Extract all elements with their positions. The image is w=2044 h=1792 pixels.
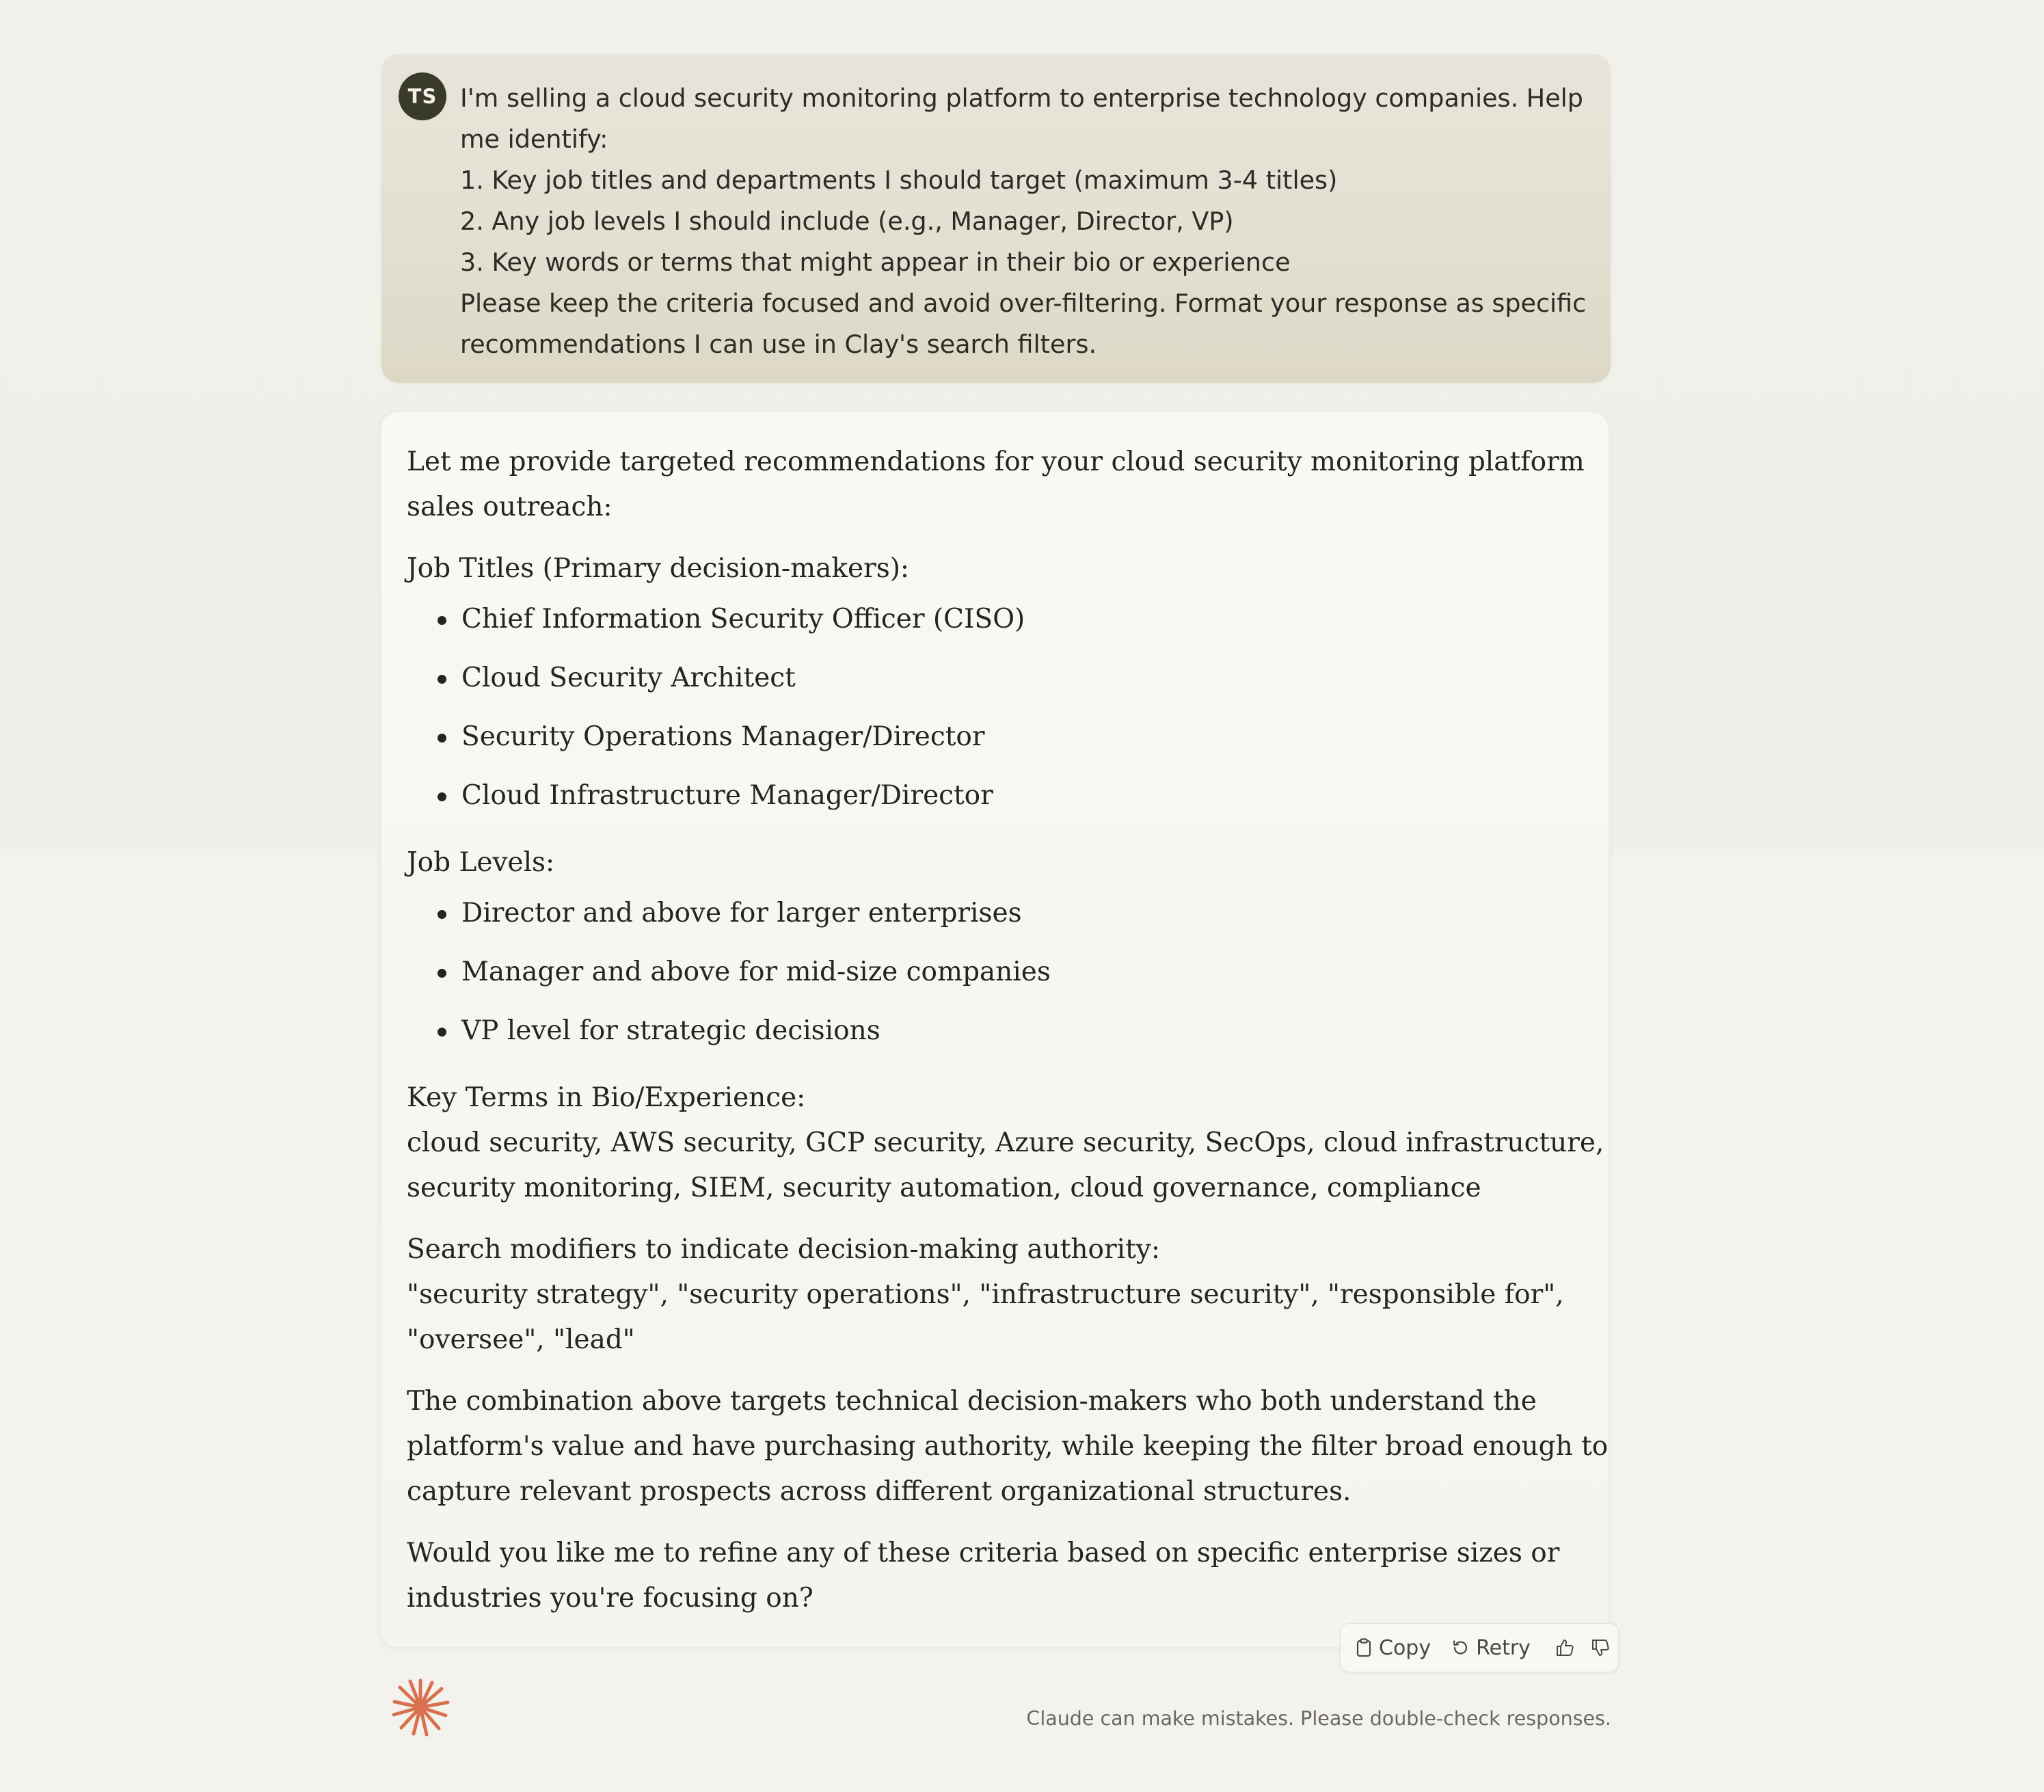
- list-item-text: Cloud Security Architect: [461, 663, 796, 693]
- paragraph-line: security monitoring, SIEM, security automation, cloud governance, compliance: [407, 1173, 1481, 1203]
- paragraph-line: The combination above targets technical decision-makers who both understand the: [407, 1386, 1537, 1417]
- thumbs-up-icon: [1555, 1638, 1574, 1657]
- copy-label: Copy: [1379, 1635, 1431, 1660]
- bullet-icon: [438, 792, 446, 801]
- list-item-text: Cloud Infrastructure Manager/Director: [461, 780, 993, 811]
- list-item-text: VP level for strategic decisions: [461, 1015, 880, 1046]
- assistant-message-body: [407, 440, 1609, 1621]
- list-item: [407, 597, 1583, 656]
- user-avatar[interactable]: TS: [399, 72, 446, 120]
- retry-label: Retry: [1476, 1635, 1531, 1660]
- list-item-text: Manager and above for mid-size companies: [461, 957, 1051, 987]
- intro-paragraph: [407, 440, 1583, 530]
- clipboard-icon: [1356, 1638, 1372, 1657]
- user-message-line: 1. Key job titles and departments I should target (maximum 3-4 titles): [460, 165, 1338, 195]
- user-message-line: Please keep the criteria focused and avoid over-filtering. Format your response as specific: [460, 289, 1587, 318]
- message-action-bar: [1340, 1623, 1619, 1672]
- user-message-line: I'm selling a cloud security monitoring platform to enterprise technology companies. Help: [460, 83, 1583, 113]
- assistant-message: [380, 412, 1609, 1648]
- copy-button[interactable]: [1356, 1636, 1431, 1660]
- job-titles-list: [407, 597, 1583, 832]
- modifiers-heading: Search modifiers to indicate decision-making authority:: [407, 1234, 1160, 1265]
- bullet-icon: [438, 1028, 446, 1037]
- user-message-line: me identify:: [460, 124, 608, 154]
- combination-paragraph: [407, 1379, 1609, 1514]
- job-levels-list: [407, 891, 1583, 1067]
- user-message-line: recommendations I can use in Clay's search filters.: [460, 330, 1097, 359]
- bullet-icon: [438, 616, 446, 625]
- paragraph-line: platform's value and have purchasing authority, while keeping the filter broad enough to: [407, 1431, 1609, 1462]
- paragraph-line: industries you're focusing on?: [407, 1583, 813, 1614]
- paragraph-line: capture relevant prospects across different organizational structures.: [407, 1476, 1352, 1507]
- list-item: [407, 950, 1583, 1008]
- key-terms-section: [407, 1075, 1604, 1211]
- user-message-line: 2. Any job levels I should include (e.g., Manager, Director, VP): [460, 206, 1234, 236]
- retry-button[interactable]: [1451, 1636, 1531, 1660]
- list-item: [407, 773, 1583, 832]
- claude-starburst-icon: [391, 1678, 450, 1737]
- job-levels-heading: Job Levels:: [407, 847, 555, 878]
- paragraph-line: "oversee", "lead": [407, 1324, 635, 1355]
- paragraph-line: Would you like me to refine any of these criteria based on specific enterprise sizes or: [407, 1538, 1560, 1568]
- key-terms-heading: Key Terms in Bio/Experience:: [407, 1082, 806, 1113]
- thumbs-down-icon: [1591, 1638, 1610, 1657]
- list-item-text: Security Operations Manager/Director: [461, 721, 985, 752]
- paragraph-line: "security strategy", "security operations", "infrastructure security", "responsible for",: [407, 1279, 1564, 1310]
- bullet-icon: [438, 734, 446, 743]
- modifiers-section: [407, 1227, 1583, 1363]
- bullet-icon: [438, 910, 446, 919]
- followup-paragraph: [407, 1531, 1583, 1621]
- paragraph-line: cloud security, AWS security, GCP security, Azure security, SecOps, cloud infrastructure,: [407, 1127, 1604, 1158]
- list-item: [407, 656, 1583, 714]
- retry-icon: [1451, 1639, 1469, 1657]
- user-message-line: 3. Key words or terms that might appear in their bio or experience: [460, 248, 1291, 277]
- list-item-text: Director and above for larger enterprises: [461, 898, 1022, 928]
- bullet-icon: [438, 675, 446, 684]
- paragraph-line: sales outreach:: [407, 492, 613, 522]
- user-message-text: [460, 78, 1588, 365]
- disclaimer-text: Claude can make mistakes. Please double-check responses.: [1026, 1707, 1611, 1730]
- thumbs-up-button[interactable]: [1555, 1638, 1574, 1657]
- user-message: [381, 54, 1611, 383]
- list-item: [407, 891, 1583, 950]
- list-item: [407, 1008, 1583, 1067]
- bullet-icon: [438, 969, 446, 978]
- job-titles-heading: Job Titles (Primary decision-makers):: [407, 553, 910, 584]
- paragraph-line: Let me provide targeted recommendations for your cloud security monitoring platform: [407, 446, 1585, 477]
- list-item-text: Chief Information Security Officer (CISO): [461, 604, 1025, 634]
- list-item: [407, 714, 1583, 773]
- thumbs-down-button[interactable]: [1591, 1638, 1610, 1657]
